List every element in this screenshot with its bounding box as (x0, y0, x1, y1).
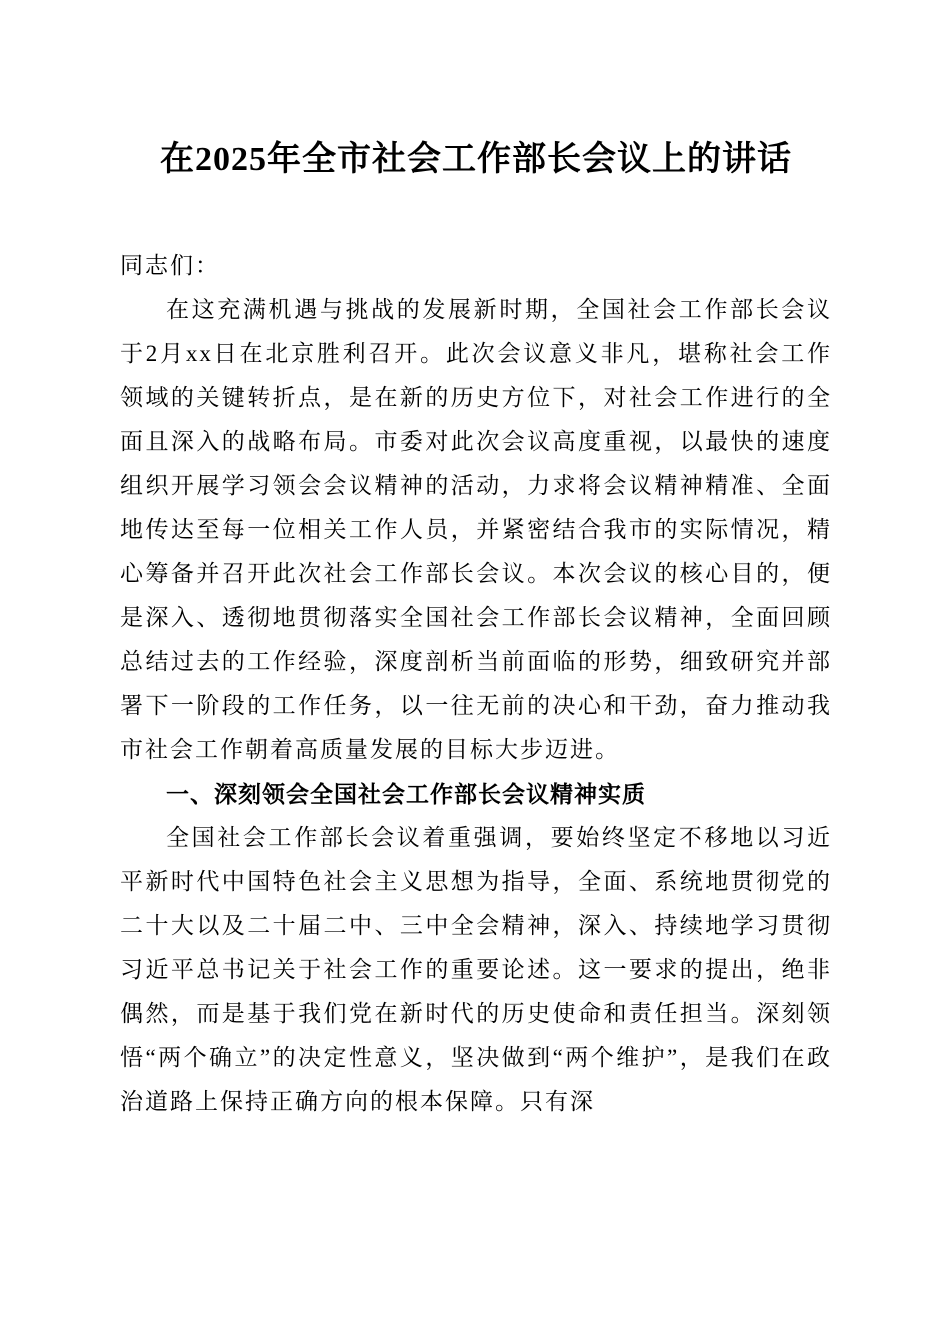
document-title: 在2025年全市社会工作部长会议上的讲话 (160, 141, 792, 178)
paragraph-intro: 在这充满机遇与挑战的发展新时期，全国社会工作部长会议于2月xx日在北京胜利召开。此次会议意义非凡，堪称社会工作领域的关键转折点，是在新的历史方位下，对社会工作进行的全面且深入的战略布局。市委对此次会议高度重视，以最快的速度组织开展学习领会会议精神的活动，力求将会议精神精准、全面地传达至每一位相关工作人员，并紧密结合我市的实际情况，精心筹备并召开此次社会工作部长会议。本次会议的核心目的，便是深入、透彻地贯彻落实全国社会工作部长会议精神，全面回顾总结过去的工作经验，深度剖析当前面临的形势，细致研究并部署下一阶段的工作任务，以一往无前的决心和干劲，奋力推动我市社会工作朝着高质量发展的目标大步迈进。 (120, 297, 832, 763)
paragraph-section-1-body: 全国社会工作部长会议着重强调，要始终坚定不移地以习近平新时代中国特色社会主义思想为指导，全面、系统地贯彻党的二十大以及二十届二中、三中全会精神，深入、持续地学习贯彻习近平总书记关于社会工作的重要论述。这一要求的提出，绝非偶然，而是基于我们党在新时代的历史使命和责任担当。深刻领悟“两个确立”的决定性意义，坚决做到“两个维护”，是我们在政治道路上保持正确方向的根本保障。只有深 (120, 825, 832, 1115)
section-heading-1: 一、深刻领会全国社会工作部长会议精神实质 (166, 781, 646, 808)
salutation: 同志们： (120, 253, 220, 279)
